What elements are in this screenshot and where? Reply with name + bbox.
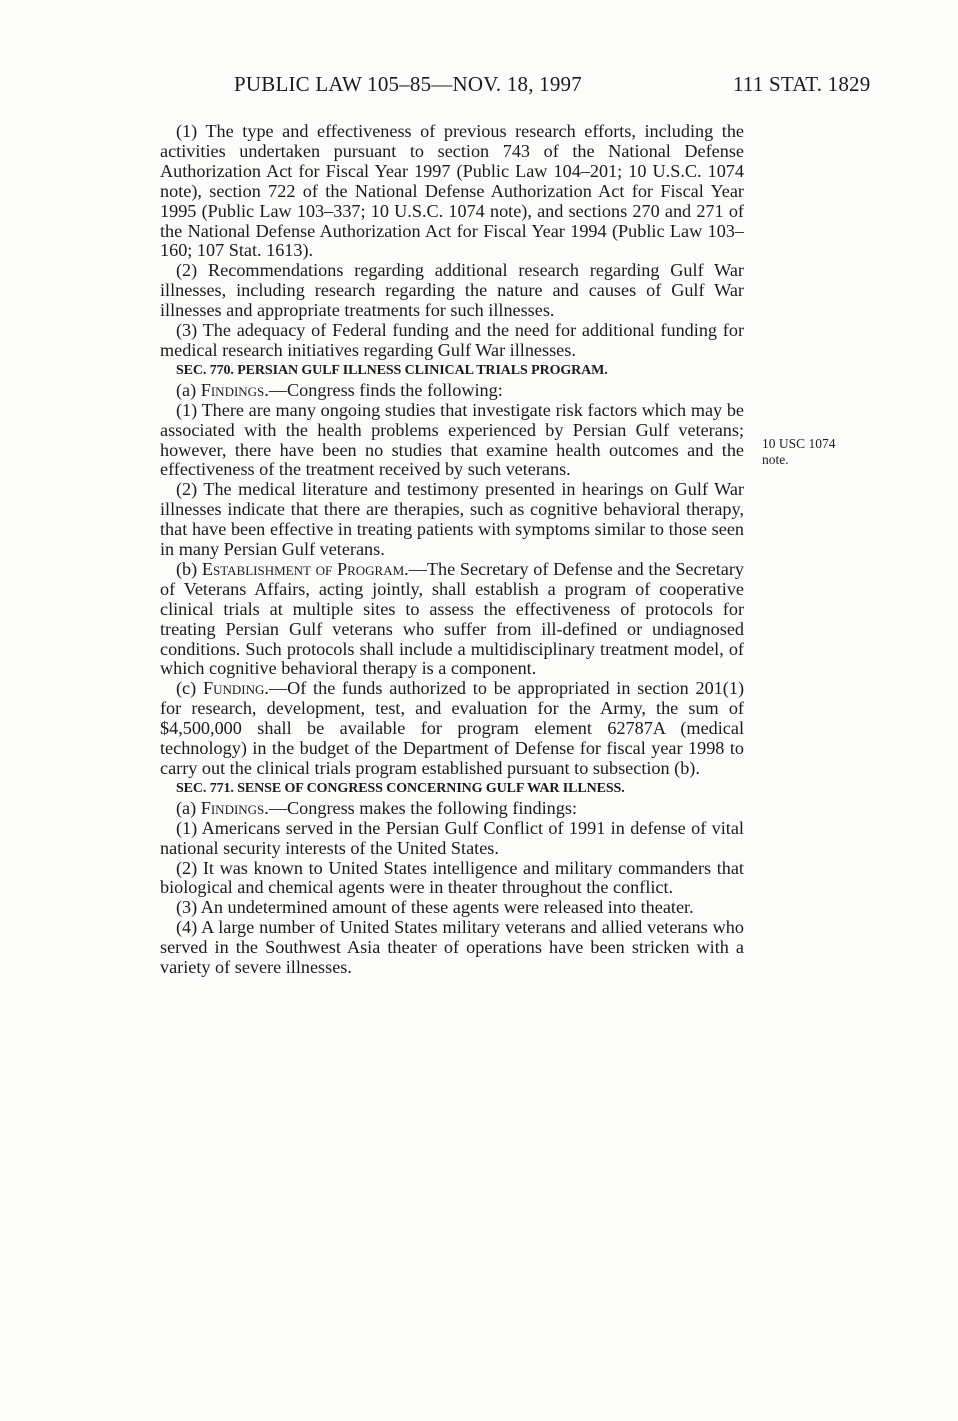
sec771-subsection-a bbox=[160, 799, 744, 819]
intro-paragraph-3: (3) The adequacy of Federal funding and the need for additional funding for medical research initiatives regarding Gulf War illnesses. bbox=[160, 320, 744, 360]
sec770-c-prefix: (c) bbox=[176, 678, 203, 699]
sec771-a-text: .—Congress makes the following findings: bbox=[264, 797, 577, 818]
margin-note-suffix: note. bbox=[762, 452, 789, 467]
sec771-finding-2: (2) It was known to United States intelligence and military commanders that biological and chemical agents were in theater throughout the conflict. bbox=[160, 857, 744, 898]
margin-note bbox=[762, 436, 872, 468]
sec770-b-prefix: (b) bbox=[176, 558, 202, 579]
sec771-finding-4: (4) A large number of United States military veterans and allied veterans who served in the Southwest Asia theater of operations have been stricken with a variety of severe illnesses. bbox=[160, 917, 744, 978]
sec770-subsection-b bbox=[160, 560, 744, 679]
page-number: 111 STAT. 1829 bbox=[733, 72, 871, 96]
sec770-a-text: .—Congress finds the following: bbox=[264, 379, 503, 400]
sec770-a-prefix: (a) bbox=[176, 379, 201, 400]
sec770-b-text: .—The Secretary of Defense and the Secretary of Veterans Affairs, acting jointly, shall establish a program of cooperative clinical trials at multiple sites to assess the effectiveness of protocols for treating Persian Gulf veterans who suffer from ill-defined or undiagnosed conditions. Such protocols shall include a multidisciplinary treatment model, of which cognitive behavioral therapy is a component. bbox=[160, 558, 744, 679]
sec770-a-label: Findings bbox=[200, 379, 265, 400]
sec771-a-prefix: (a) bbox=[176, 797, 201, 818]
sec770-c-text: .—Of the funds authorized to be appropriated in section 201(1) for research, development, test, and evaluation for the Army, the sum of $4,500,000 shall be available for program element 62787A (medical technology) in the budget of the Department of Defense for fiscal year 1998 to carry out the clinical trials program established pursuant to subsection (b). bbox=[160, 678, 745, 778]
margin-note-citation: 10 USC 1074 bbox=[762, 436, 836, 451]
document-body bbox=[160, 122, 744, 978]
sec770-c-label: Funding bbox=[202, 678, 265, 699]
sec770-b-label: Establishment of Program bbox=[201, 558, 405, 579]
sec771-a-label: Findings bbox=[200, 797, 265, 818]
intro-paragraph-2: (2) Recommendations regarding additional research regarding Gulf War illnesses, including research regarding the nature and causes of Gulf War illnesses and appropriate treatments for such illnesses. bbox=[160, 260, 744, 321]
sec771-finding-3: (3) An undetermined amount of these agents were released into theater. bbox=[176, 897, 694, 918]
running-title: PUBLIC LAW 105–85—NOV. 18, 1997 bbox=[234, 72, 582, 96]
intro-paragraph-1: (1) The type and effectiveness of previous research efforts, including the activities undertaken pursuant to section 743 of the National Defense Authorization Act for Fiscal Year 1997 (Public Law 104–201; 10 U.S.C. 1074 note), section 722 of the National Defense Authorization Act for Fiscal Year 1995 (Public Law 103–337; 10 U.S.C. 1074 note), and sections 270 and 271 of the National Defense Authorization Act for Fiscal Year 1994 (Public Law 103–160; 107 Stat. 1613). bbox=[160, 121, 744, 261]
sec771-finding-1: (1) Americans served in the Persian Gulf Conflict of 1991 in defense of vital national security interests of the United States. bbox=[160, 817, 744, 858]
page-header bbox=[0, 72, 958, 98]
section-771-heading: SEC. 771. SENSE OF CONGRESS CONCERNING GULF WAR ILLNESS. bbox=[176, 780, 625, 796]
sec770-subsection-c bbox=[160, 679, 744, 779]
sec770-finding-1: (1) There are many ongoing studies that investigate risk factors which may be associated with the health problems experienced by Persian Gulf veterans; however, there have been no studies that examine health outcomes and the effectiveness of the treatment received by such veterans. bbox=[160, 399, 744, 480]
section-770-heading: SEC. 770. PERSIAN GULF ILLNESS CLINICAL TRIALS PROGRAM. bbox=[176, 362, 608, 378]
sec770-finding-2: (2) The medical literature and testimony presented in hearings on Gulf War illnesses indicate that there are therapies, such as cognitive behavioral therapy, that have been effective in treating patients with symptoms similar to those seen in many Persian Gulf veterans. bbox=[160, 479, 744, 560]
sec770-subsection-a bbox=[160, 381, 744, 401]
